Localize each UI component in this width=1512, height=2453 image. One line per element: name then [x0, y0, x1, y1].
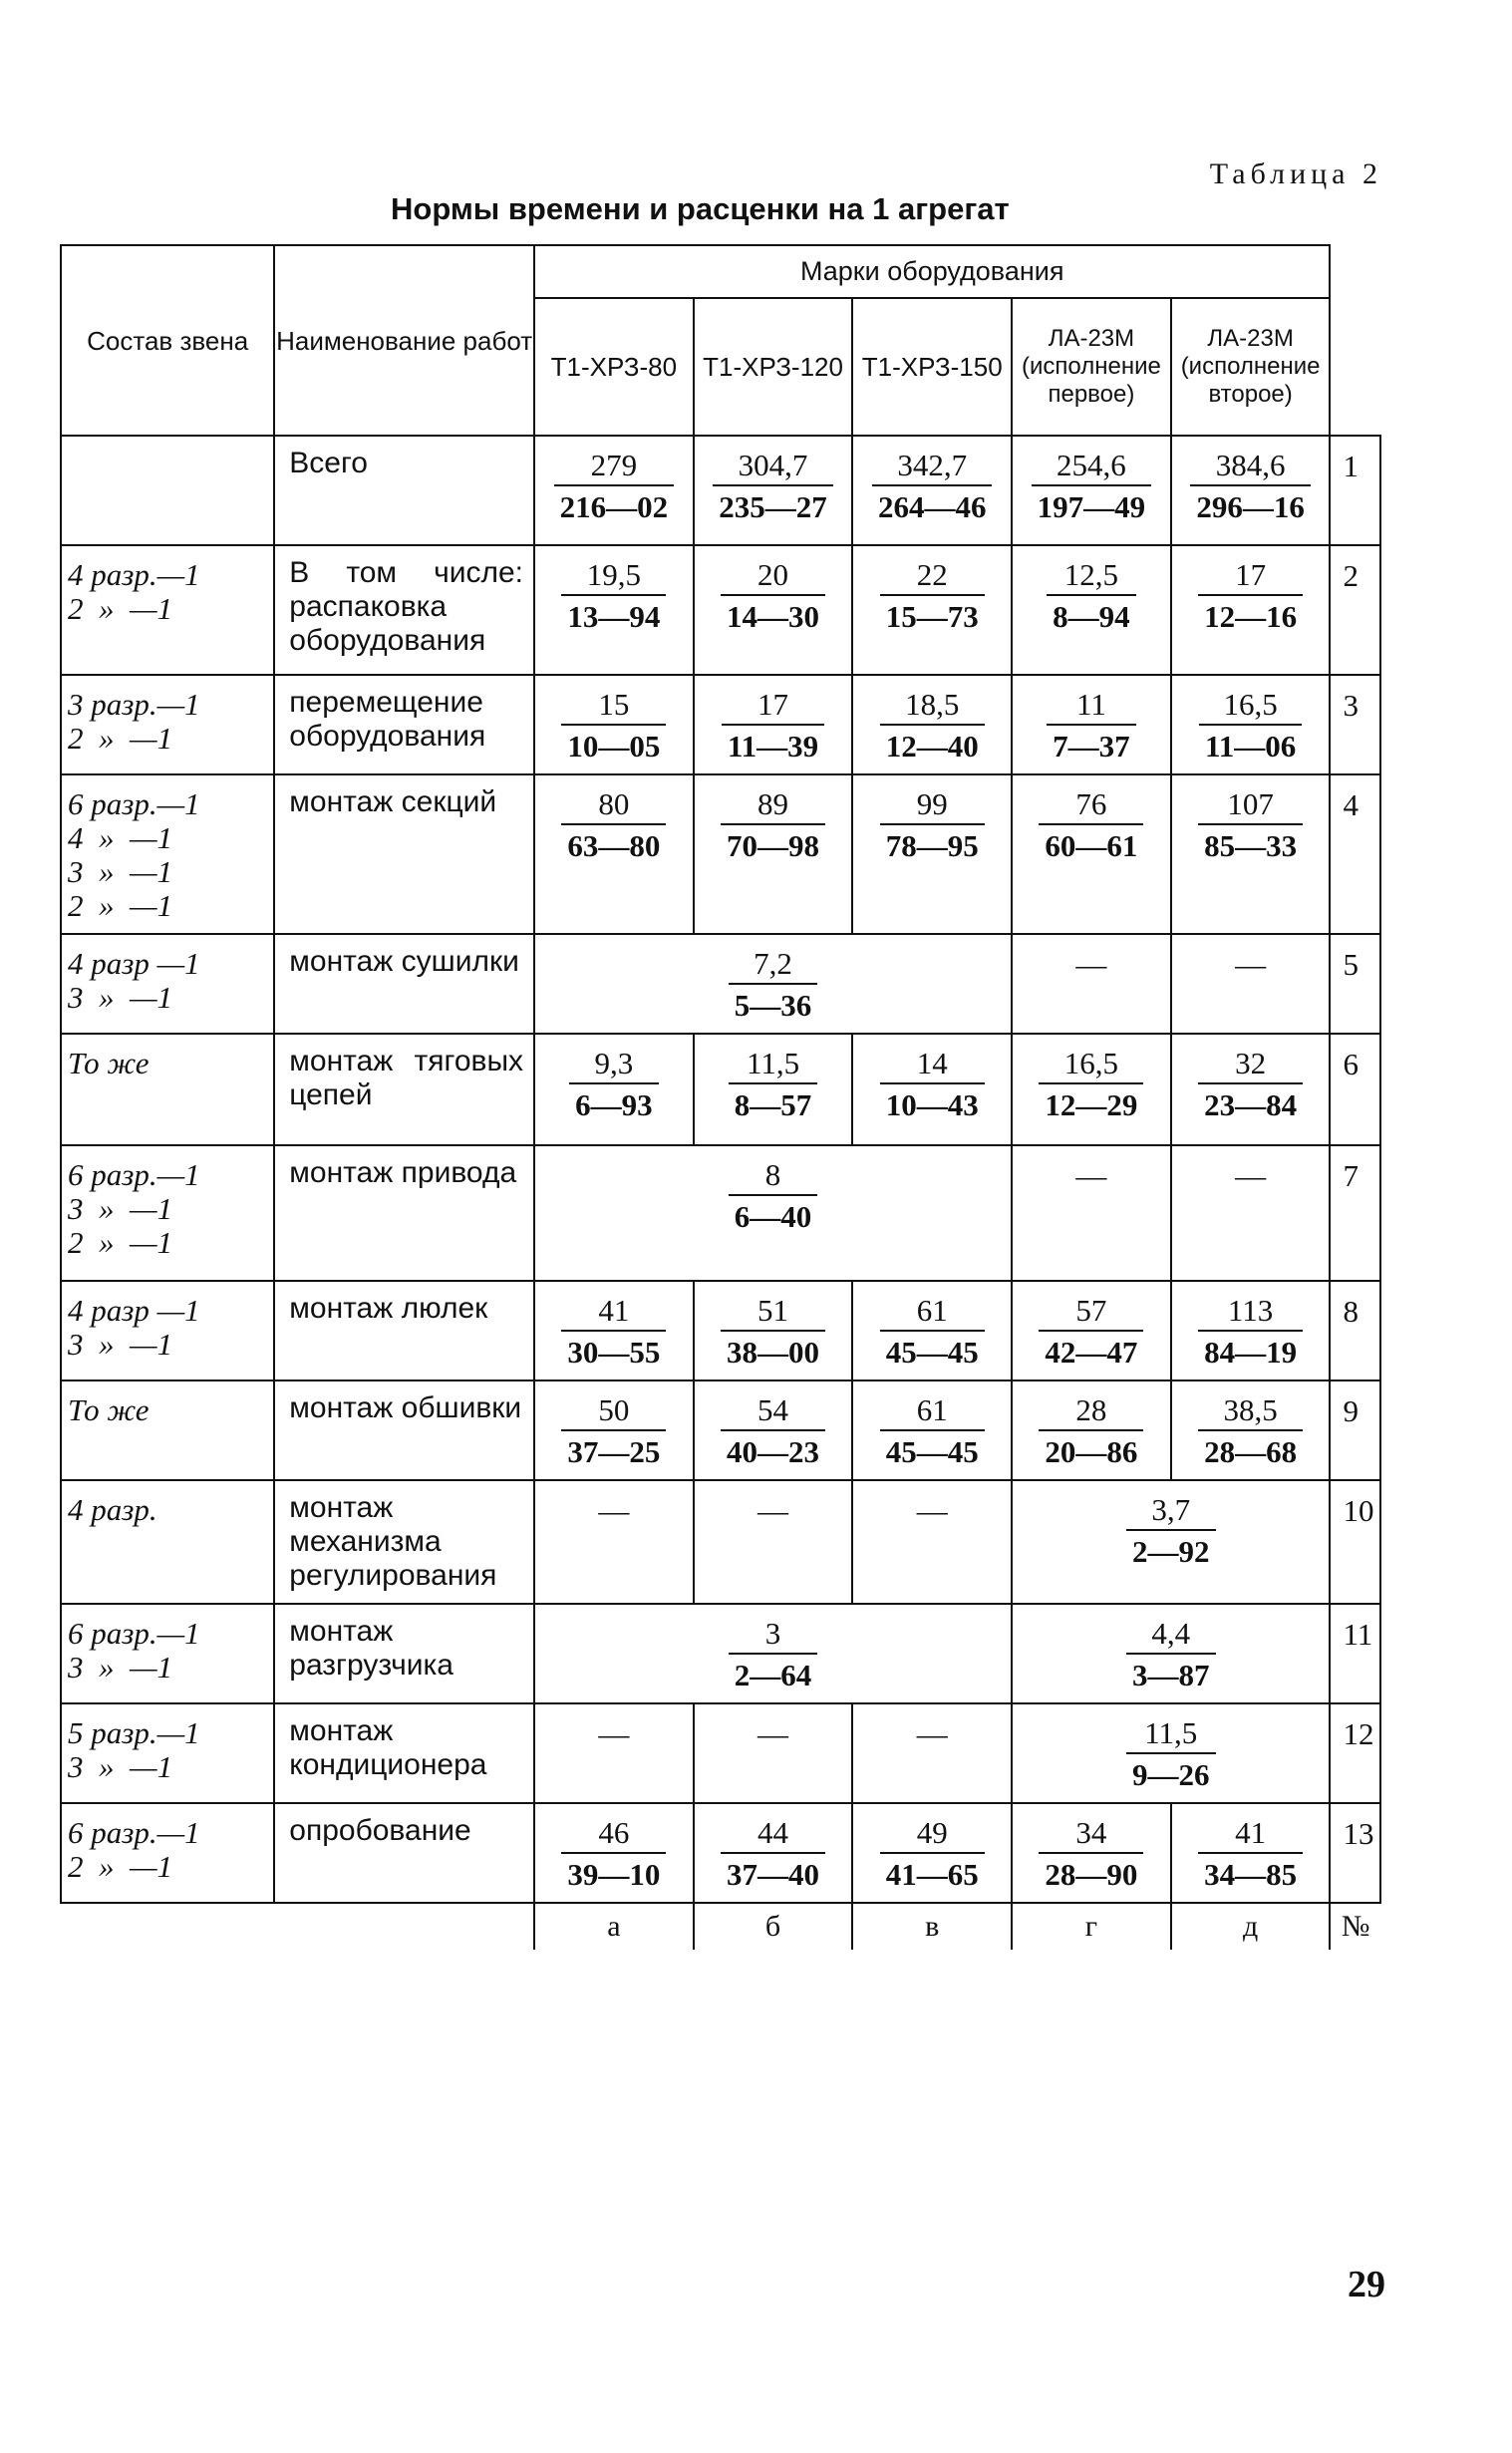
rate: 40—23	[727, 1434, 820, 1469]
rate: 20—86	[1045, 1434, 1138, 1469]
crew-composition: 4 разр.	[61, 1480, 274, 1604]
crew-composition	[61, 436, 274, 545]
rate: 10—43	[885, 1087, 979, 1122]
row-number: 12	[1330, 1703, 1380, 1803]
fraction	[1126, 1491, 1216, 1571]
rate: 37—40	[727, 1857, 820, 1892]
table-row	[61, 1703, 1380, 1803]
col-g	[1012, 545, 1171, 675]
rate: 28—68	[1204, 1434, 1298, 1469]
fraction	[880, 1814, 985, 1894]
row-number: 8	[1330, 1281, 1380, 1380]
header-mark-b: Т1-ХРЗ-120	[694, 298, 853, 436]
col-a	[534, 1803, 694, 1903]
col-v	[852, 1703, 1012, 1803]
fraction	[880, 686, 985, 766]
work-name: опробование	[274, 1803, 534, 1903]
table-row	[61, 1145, 1380, 1281]
table-row	[61, 1380, 1380, 1480]
rate: 85—33	[1204, 828, 1298, 863]
norm-time: 32	[1198, 1045, 1303, 1084]
col-b	[694, 436, 853, 545]
norm-time: 384,6	[1190, 447, 1311, 486]
norm-time: 61	[880, 1391, 985, 1431]
col-b	[694, 1480, 853, 1604]
rate: 45—45	[885, 1335, 979, 1370]
fraction	[561, 1814, 666, 1894]
norm-time: 16,5	[1199, 686, 1302, 726]
norm-time: 279	[554, 447, 675, 486]
col-b	[694, 1803, 853, 1903]
rate: 8—94	[1053, 599, 1130, 634]
fraction	[561, 686, 666, 766]
row-number: 5	[1330, 934, 1380, 1034]
col-g	[1012, 774, 1171, 934]
col-a	[534, 545, 694, 675]
norm-time: 7,2	[729, 945, 818, 985]
table-row	[61, 436, 1380, 545]
table-row	[61, 1803, 1380, 1903]
fraction	[713, 447, 833, 526]
rate: 63—80	[567, 828, 661, 863]
rate: 78—95	[885, 828, 979, 863]
rate: 2—64	[734, 1658, 812, 1692]
col-g	[1012, 1034, 1171, 1145]
rate: 8—57	[734, 1087, 812, 1122]
dash: —	[1235, 1158, 1267, 1193]
rate: 15—73	[885, 599, 979, 634]
norm-time: 49	[880, 1814, 985, 1854]
fraction	[729, 945, 818, 1025]
col-a	[534, 1480, 694, 1604]
norm-time: 11,5	[1126, 1714, 1216, 1754]
crew-composition: То же	[61, 1034, 274, 1145]
rate: 84—19	[1204, 1335, 1298, 1370]
column-letter-col-a: а	[534, 1903, 694, 1950]
col-d	[1171, 675, 1331, 774]
fraction	[1198, 556, 1303, 636]
fraction	[721, 1292, 825, 1372]
work-name: монтаж люлек	[274, 1281, 534, 1380]
rate: 235—27	[719, 489, 827, 524]
col-b	[694, 1380, 853, 1480]
col-v	[852, 436, 1012, 545]
col-d	[1171, 1380, 1331, 1480]
row-number: 3	[1330, 675, 1380, 774]
fraction	[1039, 785, 1143, 865]
table-row	[61, 934, 1380, 1034]
rate: 264—46	[877, 489, 987, 524]
col-d	[1171, 1281, 1331, 1380]
col-d	[1171, 436, 1331, 545]
fraction	[721, 785, 825, 865]
fraction	[1039, 1814, 1143, 1894]
fraction	[1047, 686, 1136, 766]
fraction	[729, 1045, 818, 1124]
rate: 34—85	[1204, 1857, 1298, 1892]
rate: 28—90	[1045, 1857, 1138, 1892]
header-row-1	[61, 245, 1380, 298]
table-row	[61, 545, 1380, 675]
norm-time: 9,3	[569, 1045, 659, 1084]
rate: 12—40	[885, 729, 979, 764]
fraction	[561, 785, 666, 865]
crew-composition: То же	[61, 1380, 274, 1480]
work-name: монтаж сушилки	[274, 934, 534, 1034]
table-row	[61, 1034, 1380, 1145]
norms-table	[60, 244, 1381, 1950]
table-label: Таблица 2	[1209, 157, 1382, 190]
norm-time: 61	[880, 1292, 985, 1332]
row-number: 2	[1330, 545, 1380, 675]
col-g	[1012, 675, 1171, 774]
table-title: Нормы времени и расценки на 1 агрегат	[391, 191, 1010, 226]
rate: 3—87	[1132, 1658, 1210, 1692]
col-v	[852, 1034, 1012, 1145]
crew-composition: 4 разр —1 3 » —1	[61, 1281, 274, 1380]
row-number: 6	[1330, 1034, 1380, 1145]
rate: 45—45	[885, 1434, 979, 1469]
fraction	[721, 1814, 825, 1894]
rate: 6—93	[575, 1087, 653, 1122]
rate: 14—30	[727, 599, 820, 634]
dash: —	[916, 1493, 948, 1528]
rate: 11—39	[727, 729, 819, 764]
table-row	[61, 675, 1380, 774]
row-number: 13	[1330, 1803, 1380, 1903]
col-g	[1012, 934, 1171, 1034]
fraction	[1199, 686, 1302, 766]
header-group: Марки оборудования	[534, 245, 1330, 298]
crew-composition: 4 разр —1 3 » —1	[61, 934, 274, 1034]
norm-time: 254,6	[1032, 447, 1152, 486]
merged-a-v	[534, 934, 1012, 1034]
merged-g-d	[1012, 1604, 1330, 1703]
dash: —	[1235, 947, 1267, 982]
dash: —	[757, 1493, 789, 1528]
fraction	[1198, 1814, 1303, 1894]
col-g	[1012, 1803, 1171, 1903]
fraction	[1047, 556, 1136, 636]
fraction	[554, 447, 675, 526]
fraction	[1032, 447, 1152, 526]
norm-time: 50	[561, 1391, 666, 1431]
fraction	[1039, 1391, 1143, 1471]
column-letter-col-g: г	[1012, 1903, 1171, 1950]
rate: 23—84	[1204, 1087, 1298, 1122]
header-mark-a: Т1-ХРЗ-80	[534, 298, 694, 436]
norm-time: 38,5	[1198, 1391, 1303, 1431]
work-name: монтаж разгрузчика	[274, 1604, 534, 1703]
crew-composition: 5 разр.—1 3 » —1	[61, 1703, 274, 1803]
fraction	[561, 1292, 666, 1372]
fraction	[721, 556, 825, 636]
col-v	[852, 774, 1012, 934]
dash: —	[598, 1493, 630, 1528]
fraction	[880, 1045, 985, 1124]
col-b	[694, 774, 853, 934]
col-a	[534, 1380, 694, 1480]
fraction	[1039, 1045, 1143, 1124]
col-b	[694, 675, 853, 774]
header-mark-v: Т1-ХРЗ-150	[852, 298, 1012, 436]
col-g	[1012, 1281, 1171, 1380]
norm-time: 107	[1198, 785, 1303, 825]
dash: —	[757, 1716, 789, 1751]
norm-time: 51	[721, 1292, 825, 1332]
column-number-sign: №	[1330, 1903, 1380, 1950]
col-v	[852, 1380, 1012, 1480]
fraction	[1126, 1615, 1216, 1694]
rate: 197—49	[1037, 489, 1146, 524]
fraction	[1039, 1292, 1143, 1372]
norm-time: 11	[1047, 686, 1136, 726]
norm-time: 16,5	[1039, 1045, 1143, 1084]
col-a	[534, 1281, 694, 1380]
rate: 5—36	[734, 988, 812, 1023]
row-number: 4	[1330, 774, 1380, 934]
col-b	[694, 1281, 853, 1380]
table-row	[61, 774, 1380, 934]
col-d	[1171, 1803, 1331, 1903]
rate: 296—16	[1196, 489, 1305, 524]
crew-composition: 3 разр.—1 2 » —1	[61, 675, 274, 774]
merged-g-d	[1012, 1703, 1330, 1803]
norm-time: 57	[1039, 1292, 1143, 1332]
col-b	[694, 1703, 853, 1803]
merged-a-v	[534, 1604, 1012, 1703]
norm-time: 4,4	[1126, 1615, 1216, 1655]
header-mark-d: ЛА-23М (исполнение второе)	[1171, 298, 1331, 436]
rate: 9—26	[1132, 1757, 1210, 1792]
rate: 216—02	[559, 489, 669, 524]
col-g	[1012, 436, 1171, 545]
row-number: 7	[1330, 1145, 1380, 1281]
norm-time: 46	[561, 1814, 666, 1854]
col-d	[1171, 1034, 1331, 1145]
col-d	[1171, 545, 1331, 675]
work-name: монтаж тяговых цепей	[274, 1034, 534, 1145]
col-v	[852, 675, 1012, 774]
norm-time: 54	[721, 1391, 825, 1431]
norm-time: 28	[1039, 1391, 1143, 1431]
crew-composition: 6 разр.—1 2 » —1	[61, 1803, 274, 1903]
work-name: монтаж кондиционера	[274, 1703, 534, 1803]
fraction	[880, 556, 985, 636]
fraction	[880, 1391, 985, 1471]
rate: 2—92	[1132, 1534, 1210, 1569]
fraction	[1190, 447, 1311, 526]
fraction	[561, 556, 666, 636]
crew-composition: 6 разр.—1 3 » —1	[61, 1604, 274, 1703]
crew-composition: 4 разр.—1 2 » —1	[61, 545, 274, 675]
norm-time: 113	[1198, 1292, 1303, 1332]
col-a	[534, 675, 694, 774]
rate: 7—37	[1053, 729, 1130, 764]
footer-row	[61, 1903, 1380, 1950]
rate: 30—55	[567, 1335, 661, 1370]
norm-time: 89	[721, 785, 825, 825]
crew-composition: 6 разр.—1 4 » —1 3 » —1 2 » —1	[61, 774, 274, 934]
col-g	[1012, 1380, 1171, 1480]
fraction	[1198, 1045, 1303, 1124]
work-name: монтаж механизма регулирования	[274, 1480, 534, 1604]
column-letter-col-v: в	[852, 1903, 1012, 1950]
dash: —	[598, 1716, 630, 1751]
col-b	[694, 1034, 853, 1145]
norm-time: 22	[880, 556, 985, 596]
norm-time: 99	[880, 785, 985, 825]
work-name: Всего	[274, 436, 534, 545]
fraction	[1198, 1292, 1303, 1372]
merged-a-v	[534, 1145, 1012, 1281]
fraction	[880, 1292, 985, 1372]
header-num-blank	[1330, 245, 1380, 436]
rate: 60—61	[1045, 828, 1138, 863]
col-v	[852, 1803, 1012, 1903]
rate: 13—94	[567, 599, 661, 634]
table-row	[61, 1281, 1380, 1380]
work-name: монтаж секций	[274, 774, 534, 934]
fraction	[561, 1391, 666, 1471]
rate: 41—65	[885, 1857, 979, 1892]
norm-time: 3,7	[1126, 1491, 1216, 1531]
fraction	[1126, 1714, 1216, 1794]
norm-time: 14	[880, 1045, 985, 1084]
rate: 39—10	[567, 1857, 661, 1892]
rate: 6—40	[734, 1199, 812, 1234]
norm-time: 19,5	[561, 556, 666, 596]
norm-time: 41	[561, 1292, 666, 1332]
fraction	[729, 1615, 818, 1694]
norm-time: 8	[729, 1156, 818, 1196]
norm-time: 18,5	[880, 686, 985, 726]
table-row	[61, 1604, 1380, 1703]
column-letter-col-d: д	[1171, 1903, 1331, 1950]
rate: 70—98	[727, 828, 820, 863]
norm-time: 41	[1198, 1814, 1303, 1854]
norm-time: 17	[1198, 556, 1303, 596]
col-d	[1171, 934, 1331, 1034]
row-number: 1	[1330, 436, 1380, 545]
page-number: 29	[1348, 2264, 1385, 2305]
col-g	[1012, 1145, 1171, 1281]
fraction	[569, 1045, 659, 1124]
work-name: монтаж привода	[274, 1145, 534, 1281]
dash: —	[1075, 1158, 1107, 1193]
fraction	[872, 447, 993, 526]
col-d	[1171, 1145, 1331, 1281]
col-a	[534, 774, 694, 934]
rate: 12—29	[1045, 1087, 1138, 1122]
rate: 42—47	[1045, 1335, 1138, 1370]
norm-time: 20	[721, 556, 825, 596]
norm-time: 34	[1039, 1814, 1143, 1854]
header-mark-g: ЛА-23М (исполнение первое)	[1012, 298, 1171, 436]
fraction	[1198, 785, 1303, 865]
norm-time: 76	[1039, 785, 1143, 825]
col-v	[852, 1480, 1012, 1604]
norm-time: 11,5	[729, 1045, 818, 1084]
merged-g-d	[1012, 1480, 1330, 1604]
norm-time: 342,7	[872, 447, 993, 486]
rate: 37—25	[567, 1434, 661, 1469]
column-letter-col-b: б	[694, 1903, 853, 1950]
norm-time: 12,5	[1047, 556, 1136, 596]
norm-time: 17	[722, 686, 824, 726]
rate: 12—16	[1204, 599, 1298, 634]
header-naim: Наименование работ	[274, 245, 534, 436]
crew-composition: 6 разр.—1 3 » —1 2 » —1	[61, 1145, 274, 1281]
work-name: монтаж обшивки	[274, 1380, 534, 1480]
rate: 38—00	[727, 1335, 820, 1370]
table-row	[61, 1480, 1380, 1604]
dash: —	[1075, 947, 1107, 982]
col-b	[694, 545, 853, 675]
table-body	[61, 245, 1380, 1950]
fraction	[729, 1156, 818, 1236]
rate: 11—06	[1204, 729, 1297, 764]
col-a	[534, 1703, 694, 1803]
row-number: 11	[1330, 1604, 1380, 1703]
row-number: 10	[1330, 1480, 1380, 1604]
row-number: 9	[1330, 1380, 1380, 1480]
dash: —	[916, 1716, 948, 1751]
fraction	[722, 686, 824, 766]
norm-time: 304,7	[713, 447, 833, 486]
col-a	[534, 1034, 694, 1145]
rate: 10—05	[567, 729, 661, 764]
footer-blank	[61, 1903, 534, 1950]
col-v	[852, 1281, 1012, 1380]
norm-time: 3	[729, 1615, 818, 1655]
norm-time: 15	[561, 686, 666, 726]
work-name: В том числе: распаковка оборудования	[274, 545, 534, 675]
fraction	[1198, 1391, 1303, 1471]
norm-time: 80	[561, 785, 666, 825]
col-v	[852, 545, 1012, 675]
col-d	[1171, 774, 1331, 934]
work-name: перемещение оборудования	[274, 675, 534, 774]
fraction	[721, 1391, 825, 1471]
col-a	[534, 436, 694, 545]
header-sostav: Состав звена	[61, 245, 274, 436]
norm-time: 44	[721, 1814, 825, 1854]
fraction	[880, 785, 985, 865]
